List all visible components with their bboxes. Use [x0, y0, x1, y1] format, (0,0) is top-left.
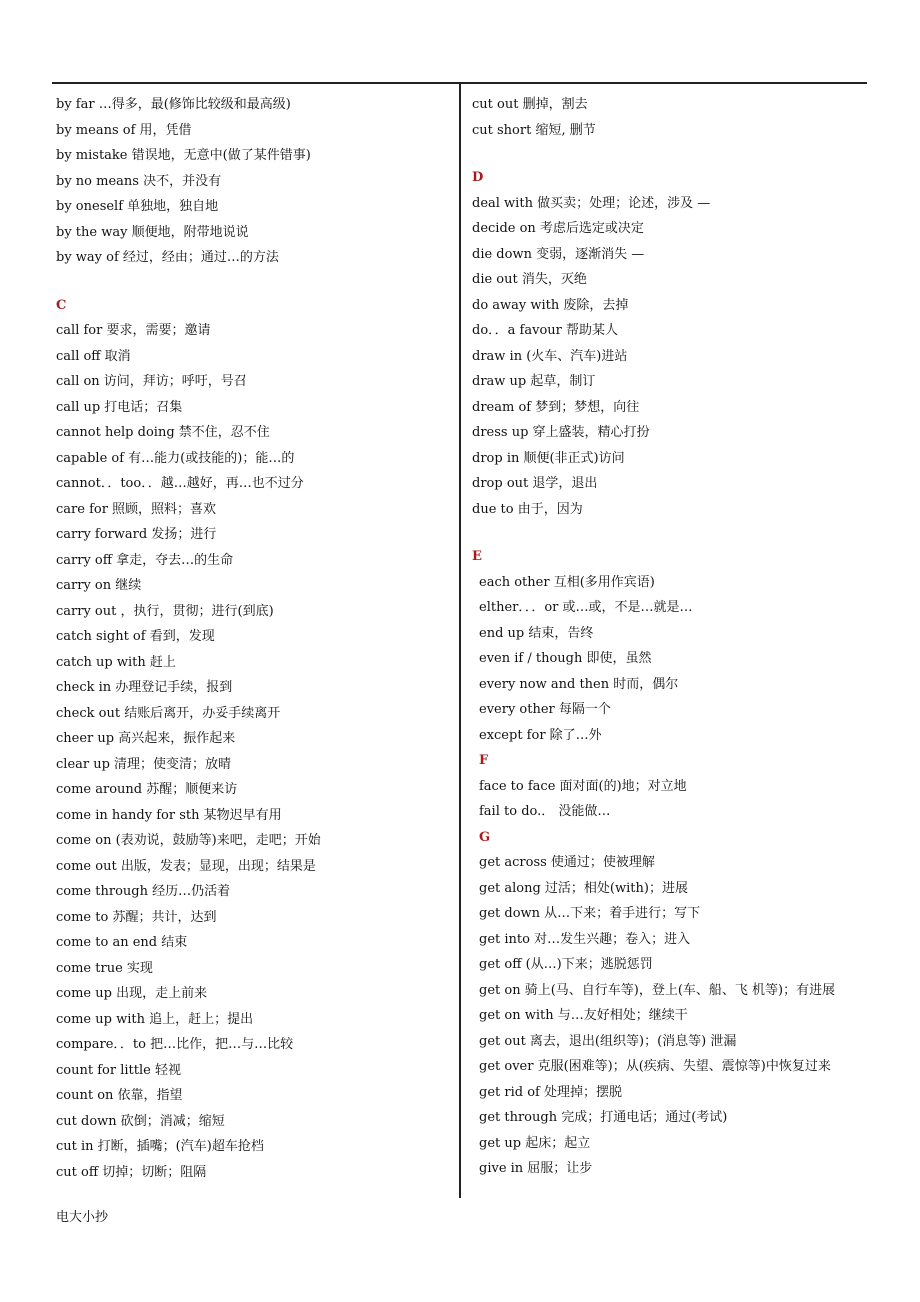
phrase-entry: cut short 缩短, 删节 — [472, 122, 596, 138]
phrase-entry: cannot．．too．．越…越好，再…也不过分 — [56, 476, 304, 491]
footer-label: 电大小抄 — [56, 1210, 109, 1225]
phrase-entry: cannot help doing 禁不住，忍不住 — [56, 425, 270, 440]
phrase-entry: get down 从…下来；着手进行；写下 — [479, 906, 701, 921]
phrase-entry: come up 出现，走上前来 — [56, 986, 208, 1001]
phrase-entry: elther．．．or 或…或，不是…就是… — [479, 600, 693, 615]
phrase-entry: do．．a favour 帮助某人 — [472, 323, 618, 338]
phrase-entry: each other 互相(多用作宾语) — [479, 574, 655, 590]
section-heading-d: D — [472, 170, 484, 185]
phrase-entry: care for 照顾，照料；喜欢 — [56, 501, 217, 517]
phrase-entry: carry off 拿走，夺去…的生命 — [56, 552, 234, 568]
phrase-entry: capable of 有…能力(或技能的)；能…的 — [56, 450, 295, 466]
phrase-entry: come up with 追上，赶上；提出 — [56, 1011, 254, 1027]
group-c-tail — [472, 92, 872, 143]
phrase-entry: end up 结束，告终 — [479, 625, 594, 641]
phrase-entry: drop out 退学，退出 — [472, 476, 598, 491]
phrase-entry: check in 办理登记手续，报到 — [56, 680, 233, 695]
phrase-entry: by the way 顺便地，附带地说说 — [56, 224, 249, 240]
phrase-entry: come to an end 结束 — [56, 935, 188, 950]
phrase-entry: get along 过活；相处(with)；进展 — [479, 880, 688, 896]
phrase-entry: every other 每隔一个 — [479, 702, 611, 717]
phrase-entry: come to 苏醒；共计，达到 — [56, 909, 217, 925]
group-d — [472, 191, 872, 523]
phrase-entry: get out 离去，退出(组织等)；(消息等) 泄漏 — [479, 1033, 737, 1049]
phrase-entry: by far …得多，最(修饰比较级和最高级) — [56, 97, 291, 112]
phrase-entry: come true 实现 — [56, 960, 153, 976]
phrase-entry: cheer up 高兴起来，振作起来 — [56, 731, 236, 746]
phrase-entry: draw in (火车、汽车)进站 — [472, 348, 628, 364]
phrase-entry: die down 变弱，逐渐消失 — — [472, 246, 645, 262]
phrase-entry: by oneself 单独地，独自地 — [56, 199, 219, 214]
phrase-entry: do away with 废除，去掉 — [472, 297, 629, 313]
section-heading-e: E — [472, 549, 482, 564]
phrase-entry: decide on 考虑后选定或决定 — [472, 221, 644, 236]
phrase-entry: except for 除了…外 — [479, 727, 602, 743]
phrase-entry: cut out 删掉，割去 — [472, 97, 588, 112]
phrase-entry: by mistake 错误地，无意中(做了某件错事) — [56, 148, 311, 163]
phrase-entry: count for little 轻视 — [56, 1062, 181, 1078]
phrase-entry: every now and then 时而，偶尔 — [479, 676, 679, 692]
phrase-entry: call up 打电话；召集 — [56, 399, 183, 415]
phrase-entry: call off 取消 — [56, 348, 131, 364]
phrase-entry: come around 苏醒；顺便来访 — [56, 782, 238, 797]
phrase-entry: fail to do.． 没能做… — [479, 804, 611, 819]
phrase-entry: get on with 与…友好相处；继续干 — [479, 1008, 688, 1023]
phrase-entry: carry out ，执行，贯彻；进行(到底) — [56, 603, 274, 619]
phrase-entry: compare．．to 把…比作，把…与…比较 — [56, 1037, 294, 1052]
phrase-entry: get on 骑上(马、自行车等)，登上(车、船、飞 机等)；有进展 — [479, 982, 836, 998]
phrase-entry: cut down 砍倒；消减；缩短 — [56, 1113, 225, 1129]
phrase-entry: dress up 穿上盛装，精心打扮 — [472, 425, 650, 440]
phrase-entry: carry forward 发扬；进行 — [56, 527, 217, 542]
phrase-entry: get off (从…)下来；逃脱惩罚 — [479, 957, 653, 972]
section-heading-f: F — [479, 753, 489, 768]
phrase-entry: come out 出版，发表；显现，出现；结果是 — [56, 858, 316, 874]
phrase-entry: call for 要求，需要；邀请 — [56, 323, 211, 338]
phrase-entry: dream of 梦到；梦想，向往 — [472, 399, 640, 415]
phrase-entry: catch sight of 看到，发现 — [56, 629, 215, 644]
group-e — [472, 570, 872, 749]
right-column — [472, 92, 872, 1182]
phrase-entry: get up 起床；起立 — [479, 1135, 591, 1151]
phrase-entry: get rid of 处理掉；摆脱 — [479, 1084, 622, 1100]
phrase-entry: get across 使通过；使被理解 — [479, 855, 655, 870]
section-heading-g: G — [479, 829, 491, 845]
phrase-entry: get through 完成；打通电话；通过(考试) — [479, 1110, 728, 1125]
column-divider — [459, 84, 461, 1198]
phrase-entry: give in 屈服；让步 — [479, 1161, 593, 1176]
phrase-entry: deal with 做买卖；处理；论述，涉及 — — [472, 195, 711, 211]
phrase-entry: come on (表劝说，鼓励等)来吧，走吧；开始 — [56, 833, 321, 848]
phrase-entry: count on 依靠，指望 — [56, 1088, 183, 1103]
phrase-entry: face to face 面对面(的)地；对立地 — [479, 778, 687, 794]
phrase-entry: cut off 切掉；切断；阻隔 — [56, 1164, 207, 1180]
phrase-entry: come in handy for sth 某物迟早有用 — [56, 807, 282, 823]
phrase-entry: get over 克服(困难等)；从(疾病、失望、震惊等)中恢复过来 — [479, 1059, 831, 1074]
phrase-entry: by means of 用，凭借 — [56, 122, 192, 138]
phrase-entry: die out 消失，灭绝 — [472, 272, 587, 287]
phrase-entry: due to 由于，因为 — [472, 501, 583, 517]
phrase-entry: carry on 继续 — [56, 578, 142, 593]
phrase-entry: drop in 顺便(非正式)访问 — [472, 450, 625, 466]
phrase-entry: get into 对…发生兴趣；卷入；进入 — [479, 931, 691, 947]
phrase-entry: call on 访问，拜访；呼吁，号召 — [56, 374, 247, 389]
phrase-entry: come through 经历…仍活着 — [56, 884, 231, 899]
group-c — [56, 318, 456, 1185]
phrase-entry: clear up 清理；使变清；放晴 — [56, 756, 232, 772]
section-heading-c: C — [56, 297, 67, 313]
phrase-entry: by no means 决不，并没有 — [56, 173, 222, 189]
phrase-entry: by way of 经过，经由；通过…的方法 — [56, 250, 279, 265]
phrase-entry: catch up with 赶上 — [56, 654, 176, 670]
group-g — [472, 850, 872, 1182]
phrase-entry: cut in 打断，插嘴；(汽车)超车抢档 — [56, 1139, 264, 1154]
left-column — [56, 92, 456, 1185]
phrase-entry: even if / though 即使，虽然 — [479, 651, 652, 666]
phrase-entry: draw up 起草，制订 — [472, 374, 596, 389]
phrase-entry: check out 结账后离开，办妥手续离开 — [56, 705, 281, 721]
group-b-tail — [56, 92, 456, 271]
group-f — [472, 774, 872, 825]
